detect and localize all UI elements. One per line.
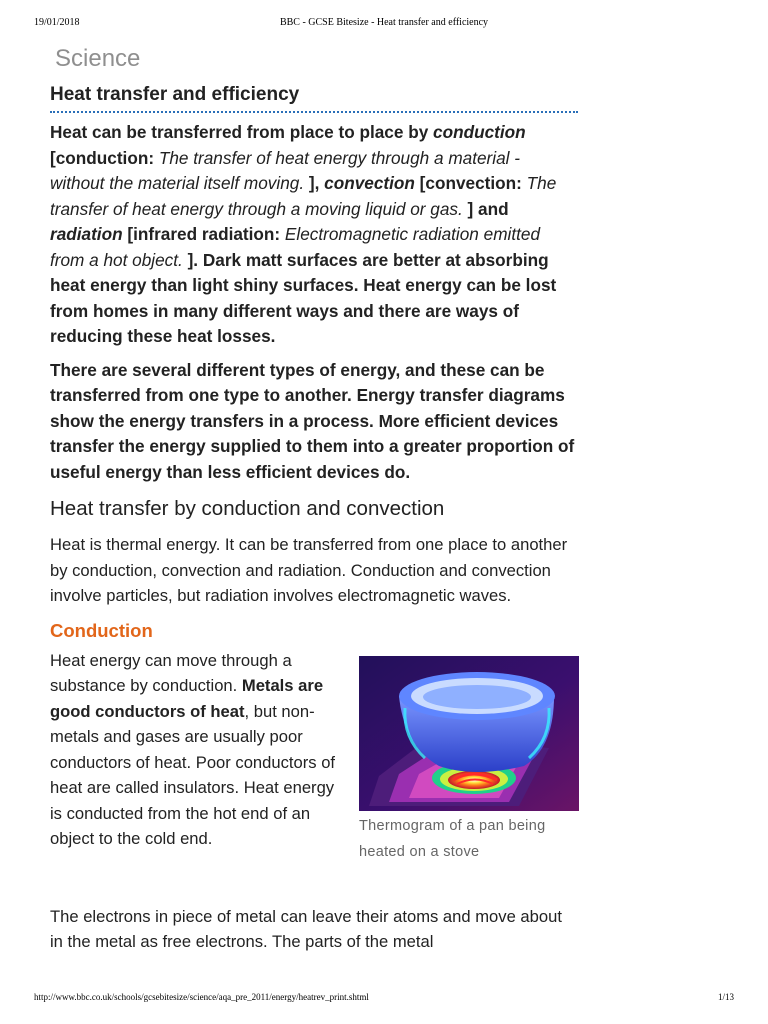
article bbox=[50, 42, 578, 955]
intro-text: [convection: bbox=[414, 173, 527, 193]
intro-text: [conduction: bbox=[50, 147, 159, 168]
print-footer bbox=[34, 992, 734, 1006]
conduction-bold: Metals are good conductors of heat bbox=[50, 676, 324, 721]
thermogram-figure bbox=[359, 656, 579, 865]
convection-definition: The transfer of heat energy through a moving liquid or gas. bbox=[50, 173, 557, 219]
thermogram-caption: Thermogram of a pan being heated on a stove bbox=[359, 817, 546, 860]
radiation-term[interactable]: radiation bbox=[50, 224, 123, 244]
page-title: Heat transfer and efficiency bbox=[50, 83, 578, 113]
print-date: 19/01/2018 bbox=[34, 17, 80, 28]
conduction-text-part: Heat energy can move through a substance by conduction. bbox=[50, 650, 292, 695]
conduction-text bbox=[50, 648, 342, 852]
print-header bbox=[34, 17, 734, 31]
intro-text: ]. Dark matt surfaces are better at absorbing heat energy than light shiny surfaces. Heat energy can be lost from homes in many different ways and there are ways of reducing these heat losses. bbox=[50, 249, 557, 346]
radiation-definition: Electromagnetic radiation emitted from a hot object. bbox=[50, 224, 540, 270]
section-heading: Heat transfer by conduction and convection bbox=[50, 497, 445, 520]
page-number: 1/13 bbox=[717, 992, 734, 1002]
section-label: Science bbox=[55, 45, 141, 72]
conduction-definition: The transfer of heat energy through a material - without the material itself moving. bbox=[50, 147, 520, 193]
thermogram-image bbox=[359, 656, 579, 811]
intro-text: ] and bbox=[462, 198, 509, 219]
intro-text: ], bbox=[304, 173, 325, 193]
print-page-title: BBC - GCSE Bitesize - Heat transfer and efficiency bbox=[279, 17, 489, 28]
convection-term[interactable]: convection bbox=[324, 173, 415, 193]
intro-text: [infrared radiation: bbox=[122, 224, 285, 244]
intro-paragraph bbox=[50, 120, 578, 350]
section-body: Heat is thermal energy. It can be transferred from one place to another by conduction, convection and radiation. Conduction and convection involve particles, but radiation involves electromagnetic waves. bbox=[50, 535, 568, 605]
intro-text: Heat can be transferred from place to place by bbox=[50, 122, 434, 142]
conduction-heading: Conduction bbox=[50, 619, 153, 641]
conduction-term[interactable]: conduction bbox=[433, 122, 526, 142]
electrons-paragraph: The electrons in piece of metal can leave their atoms and move about in the metal as free electrons. The parts of the metal bbox=[50, 906, 562, 951]
conduction-text-part: , but non-metals and gases are usually poor conductors of heat. Poor conductors of heat are called insulators. Heat energy is conducted from the hot end of an object to the cold end. bbox=[50, 701, 336, 848]
energy-types-paragraph: There are several different types of energy, and these can be transferred from one type to another. Energy transfer diagrams show the energy transfers in a process. More efficient devices transfer the energy supplied to them into a greater proportion of useful energy than less efficient devices do. bbox=[50, 359, 575, 482]
print-url: http://www.bbc.co.uk/schools/gcsebitesize/science/aqa_pre_2011/energy/heatrev_print.shtml bbox=[34, 992, 369, 1002]
conduction-block bbox=[50, 648, 578, 904]
